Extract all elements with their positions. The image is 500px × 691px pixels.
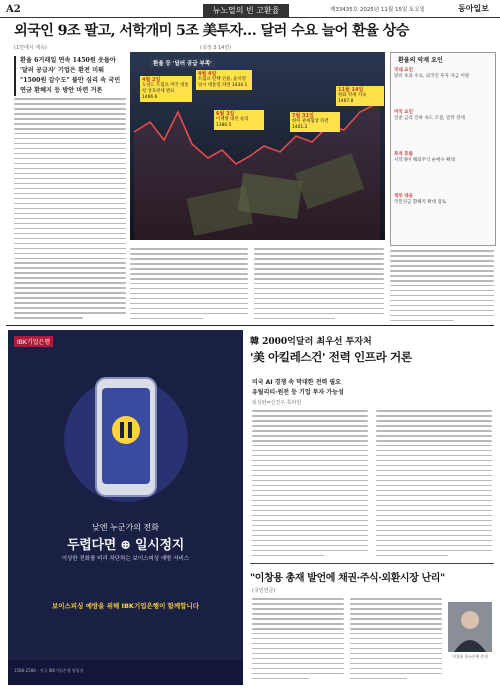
story2-kicker: 韓 2000억달러 최우선 투자처 xyxy=(250,337,372,347)
story2-subhead-1: 미국 AI 경쟁 속 막대한 전력 필요 xyxy=(252,379,341,386)
sidebar-item-text: 달러 초과 수요, 외국인 투자 자금 이탈 xyxy=(394,74,470,79)
sidebar-box xyxy=(390,52,496,246)
annotation-text: 이재명 대선 승리 xyxy=(216,117,249,122)
section-divider xyxy=(6,325,494,326)
annotation-date: 11월 14일 xyxy=(338,87,364,93)
subhead-1: 환율 6거래일 연속 1450원 웃돌아 xyxy=(20,57,116,64)
sidebar-item-head: 미국 요인 xyxy=(394,110,413,115)
story2-headline: '美 아킬레스건' 전력 인프라 거론 xyxy=(250,350,412,364)
ad-artwork xyxy=(8,330,243,685)
lead-subheads xyxy=(14,56,124,96)
sidebar-item xyxy=(394,194,490,206)
story3-body-col1 xyxy=(252,598,344,683)
sidebar-item-text: 국민연금 환헤지 확대 검토 xyxy=(394,200,447,205)
official-portrait-photo xyxy=(448,602,492,652)
subhead-2: '달러 공급자' 기업은 환전 미뤄 xyxy=(20,67,105,74)
story2-body-col2 xyxy=(376,410,492,560)
annotation-value: 1401.2 xyxy=(292,125,308,130)
ad-footer: 1588-2588 · 전국 IBK기업은행 영업점 xyxy=(14,668,84,673)
header-rule xyxy=(0,17,500,18)
annotation-5 xyxy=(336,86,384,106)
annotation-2 xyxy=(196,70,252,90)
ibk-advertisement xyxy=(8,330,243,685)
lead-headline: 외국인 9조 팔고, 서학개미 5조 美투자… 달러 수요 늘어 환율 상승 xyxy=(14,23,409,39)
lead-related: (국정 3·14면) xyxy=(200,45,232,51)
story-divider xyxy=(250,563,494,564)
annotation-text: 원화 약세 지속 xyxy=(338,93,367,98)
annotation-date: 6월 3일 xyxy=(216,111,235,117)
chart-label: 환율 등 '달러 공급 부족' xyxy=(150,58,215,68)
annotation-3 xyxy=(214,110,264,130)
annotation-text: 한미 관세협상 타결 xyxy=(292,119,329,124)
newspaper-logo: 동아일보 xyxy=(458,3,489,13)
story3-body-col2 xyxy=(350,598,442,683)
sidebar-item xyxy=(394,110,490,122)
annotation-value: 1467.8 xyxy=(338,99,354,104)
annotation-date: 4월 2일 xyxy=(142,77,161,83)
portrait-silhouette xyxy=(448,602,492,652)
section-label: 뉴노멀의 빈 고환율 xyxy=(203,4,289,17)
ad-body: 이상한 전화를 미리 차단하는 보이스피싱 예방 서비스 xyxy=(61,556,190,562)
annotation-date: 7월 31일 xyxy=(292,113,314,119)
sidebar-item-text: 연준 금리 인하 속도 조절, 달러 강세 xyxy=(394,116,465,121)
ad-brand-badge: IBK기업은행 xyxy=(14,336,53,347)
sidebar-title: 환율의 악재 요인 xyxy=(398,57,443,64)
lead-body-col1 xyxy=(14,98,126,322)
lead-byline: (1면에서 계속) xyxy=(14,45,47,51)
annotation-value: 1466.6 xyxy=(142,95,158,100)
annotation-value: 1434.1 xyxy=(231,83,248,88)
lead-body-col2 xyxy=(130,248,248,323)
annotation-text: 도널드 트럼프 미국 대통령 상호관세 발표 xyxy=(142,83,189,94)
sidebar-item-text: 서학개미 해외주식 순매수 확대 xyxy=(394,158,455,163)
story3-byline: (국민연금) xyxy=(252,588,276,594)
ad-headline-1: 낮엔 누군가의 전화 xyxy=(92,523,159,532)
sidebar-item xyxy=(394,68,490,80)
sidebar-item-head: 정부 대응 xyxy=(394,194,413,199)
story2-byline: 워싱턴=신진우 특파원 xyxy=(252,400,302,406)
lead-body-col4 xyxy=(390,250,494,325)
story2-subhead-2: 유틸리티·원전 등 기업 투자 가능성 xyxy=(252,389,344,396)
sidebar-item-head: 투자 흐름 xyxy=(394,152,413,157)
ad-headline-2: 두렵다면 ⊕ 일시정지 xyxy=(66,538,185,553)
annotation-text: 트럼프 탄핵 인용, 윤석열 당시 대통령 파면 xyxy=(198,77,246,88)
subhead-3: "1500원 갈수도" 불안 심리 속 국민연금 환헤지 등 방안 마련 거론 xyxy=(20,77,121,94)
annotation-value: 1380.5 xyxy=(216,123,232,128)
annotation-1 xyxy=(140,76,192,102)
photo-caption: 이창용 한국은행 총재 xyxy=(452,654,488,659)
story3-headline: "이창용 총재 발언에 채권·주식·외환시장 난리" xyxy=(250,573,445,584)
annotation-4 xyxy=(290,112,340,132)
annotation-date: 4월 4일 xyxy=(198,71,217,77)
issue-meta: 제33435호 2025년 11월 15일 토요일 xyxy=(330,7,425,13)
lead-body-col3 xyxy=(254,248,384,323)
ad-call-to-action: 보이스피싱 예방을 위해 IBK기업은행이 함께합니다 xyxy=(51,602,200,610)
sidebar-item xyxy=(394,152,490,164)
story2-body-col1 xyxy=(252,410,368,560)
page-number: A2 xyxy=(6,4,21,15)
sidebar-item-head: 국내 요인 xyxy=(394,68,413,73)
